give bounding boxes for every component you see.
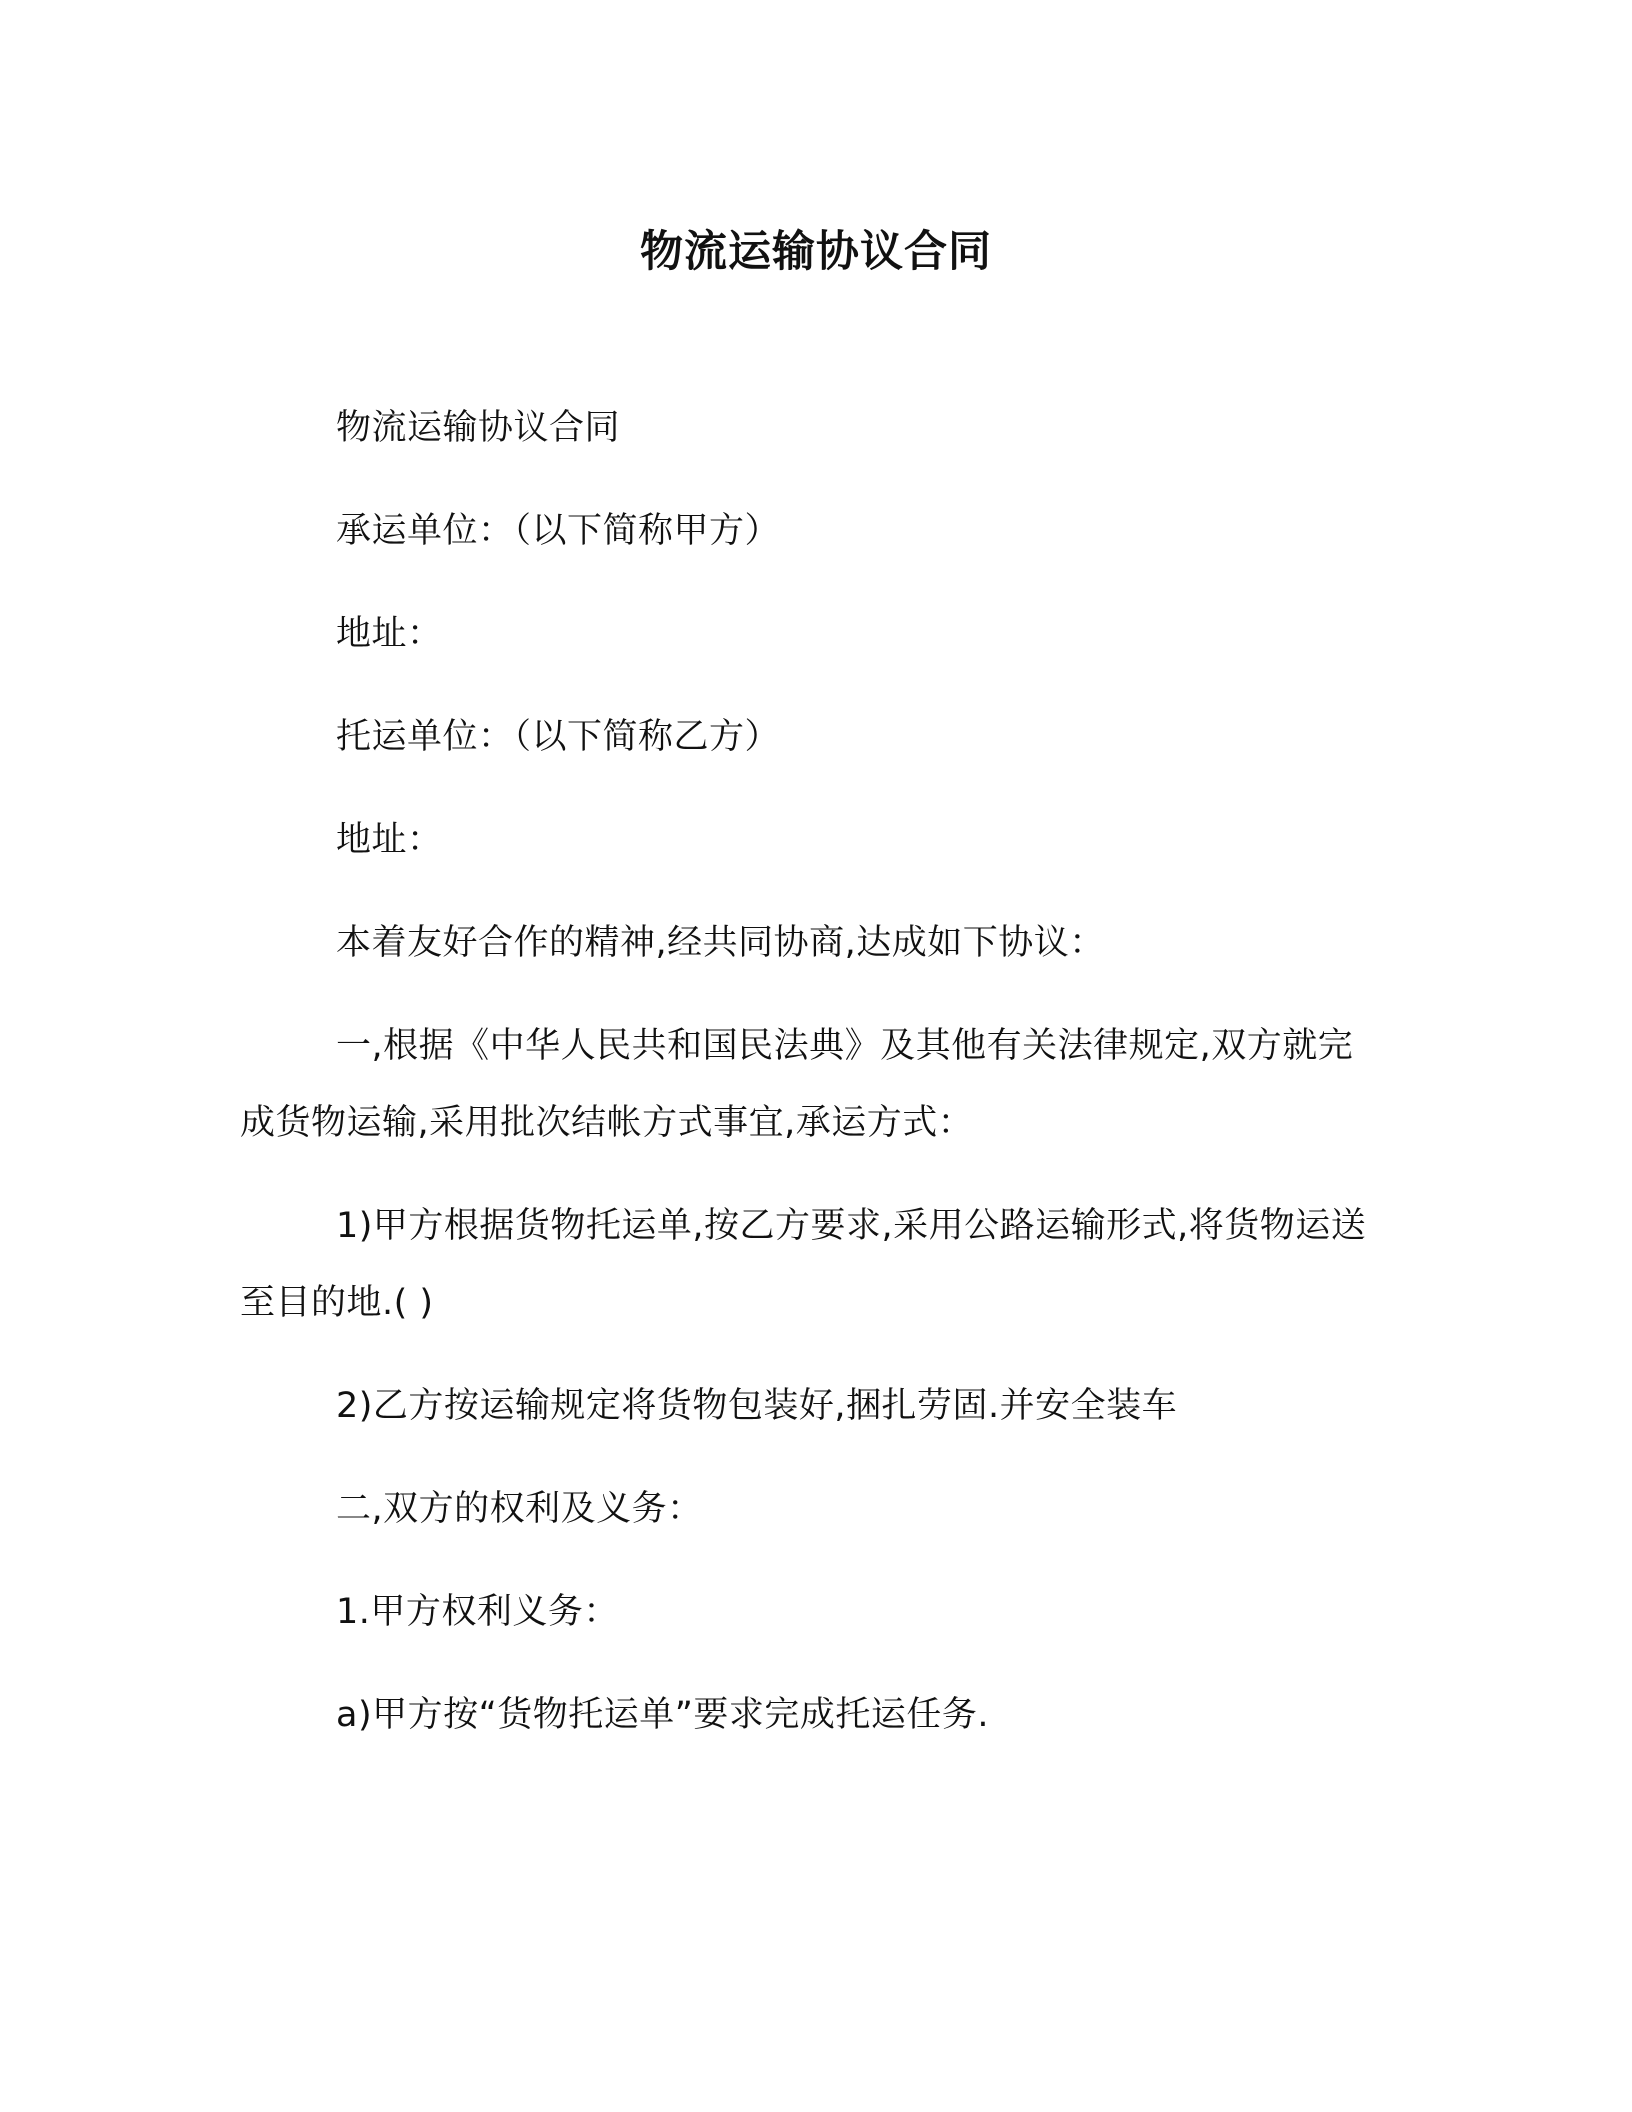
paragraph-shipper-address: 地址：: [336, 820, 443, 860]
paragraph-preamble: 本着友好合作的精神,经共同协商,达成如下协议：: [336, 923, 1105, 963]
paragraph-shipper: 托运单位：（以下简称乙方）: [336, 717, 781, 757]
paragraph-heading: 物流运输协议合同: [336, 408, 621, 448]
paragraph-clause-2-section-1: 1.甲方权利义务：: [336, 1592, 619, 1632]
paragraph-carrier-address: 地址：: [336, 614, 443, 654]
document-body: [240, 390, 1380, 1780]
paragraph-clause-1-item-1: 1)甲方根据货物托运单,按乙方要求,采用公路运输形式,将货物运送至目的地.( ): [240, 1206, 1367, 1323]
paragraph-clause-1-item-2: 2)乙方按运输规定将货物包装好,捆扎劳固.并安全装车: [336, 1386, 1178, 1426]
paragraph-clause-2-item-a: a)甲方按“货物托运单”要求完成托运任务.: [336, 1695, 989, 1735]
paragraph-carrier: 承运单位：（以下简称甲方）: [336, 511, 781, 551]
document-title: 物流运输协议合同: [640, 227, 992, 277]
paragraph-clause-2: 二,双方的权利及义务：: [336, 1489, 703, 1529]
paragraph-clause-1: 一,根据《中华人民共和国民法典》及其他有关法律规定,双方就完成货物运输,采用批次结帐方式事宜,承运方式：: [240, 1026, 1354, 1143]
